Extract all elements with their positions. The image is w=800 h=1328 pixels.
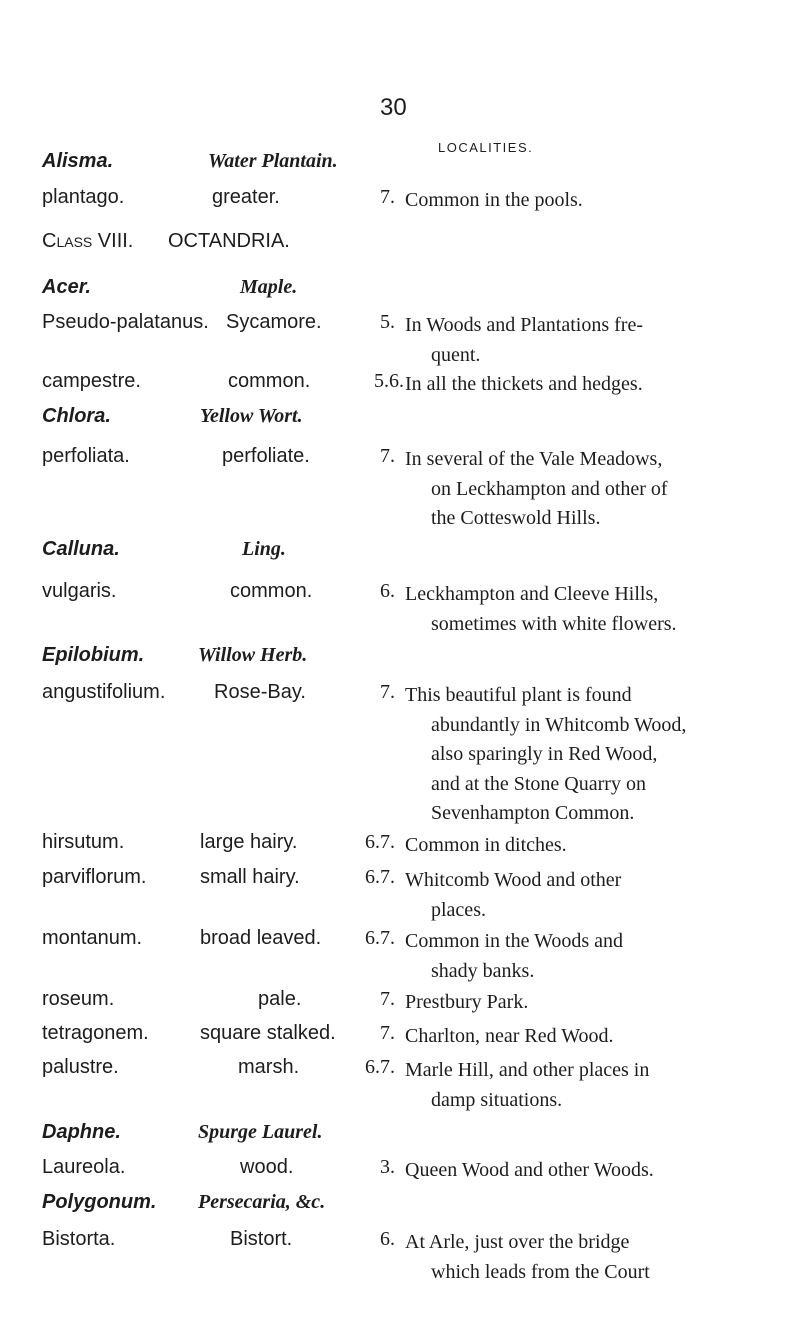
flowering-months: 5. xyxy=(380,311,395,333)
localities-header: LOCALITIES. xyxy=(438,140,534,155)
locality-line: Prestbury Park. xyxy=(405,991,529,1013)
locality-line: In Woods and Plantations fre- xyxy=(405,314,643,336)
species-english: large hairy. xyxy=(200,831,298,853)
locality-line: also sparingly in Red Wood, xyxy=(431,743,658,765)
species-latin: roseum. xyxy=(42,988,115,1010)
species-english: perfoliate. xyxy=(222,445,310,467)
page-number: 30 xyxy=(380,94,407,121)
genus-latin: Alisma. xyxy=(42,150,114,172)
species-english: Bistort. xyxy=(230,1228,293,1250)
genus-latin: Acer. xyxy=(42,276,91,298)
locality-line: abundantly in Whitcomb Wood, xyxy=(431,713,687,736)
locality-line: Marle Hill, and other places in xyxy=(405,1059,650,1081)
locality-line: shady banks. xyxy=(431,959,535,982)
locality-line: In several of the Vale Meadows, xyxy=(405,448,663,470)
genus-english: Maple. xyxy=(240,276,298,298)
species-latin: Laureola. xyxy=(42,1156,126,1178)
locality-text xyxy=(405,1022,735,1052)
flowering-months: 7. xyxy=(380,1022,395,1044)
species-english: common. xyxy=(228,370,311,392)
flowering-months: 7. xyxy=(380,681,395,703)
flowering-months: 7. xyxy=(380,988,395,1010)
species-english: greater. xyxy=(212,186,280,208)
species-english: small hairy. xyxy=(200,866,300,888)
locality-line: This beautiful plant is found xyxy=(405,684,632,706)
genus-english: Ling. xyxy=(242,538,286,560)
species-english: Rose-Bay. xyxy=(214,681,306,703)
locality-text xyxy=(405,1056,735,1115)
species-latin: perfoliata. xyxy=(42,445,130,467)
species-english: wood. xyxy=(240,1156,294,1178)
locality-line: Queen Wood and other Woods. xyxy=(405,1159,654,1181)
flowering-months: 6. xyxy=(380,580,395,602)
species-latin: Pseudo-palatanus. xyxy=(42,311,209,333)
genus-latin: Polygonum. xyxy=(42,1191,157,1213)
species-latin: vulgaris. xyxy=(42,580,117,602)
locality-text xyxy=(405,370,735,400)
species-english: marsh. xyxy=(238,1056,300,1078)
locality-text xyxy=(405,580,735,639)
locality-line: Common in ditches. xyxy=(405,834,567,856)
species-latin: tetragonem. xyxy=(42,1022,149,1044)
locality-line: and at the Stone Quarry on xyxy=(431,772,646,795)
genus-english: Spurge Laurel. xyxy=(198,1121,323,1143)
locality-line: Leckhampton and Cleeve Hills, xyxy=(405,583,659,605)
class-name: OCTANDRIA. xyxy=(168,230,290,252)
locality-line: on Leckhampton and other of xyxy=(431,477,668,500)
locality-line: the Cotteswold Hills. xyxy=(431,507,601,529)
genus-latin: Calluna. xyxy=(42,538,120,560)
species-latin: parviflorum. xyxy=(42,866,147,888)
genus-english: Water Plantain. xyxy=(208,150,338,172)
locality-line: quent. xyxy=(431,343,481,366)
locality-line: which leads from the Court xyxy=(431,1260,650,1283)
genus-english: Persecaria, &c. xyxy=(198,1191,326,1213)
genus-english: Willow Herb. xyxy=(198,644,308,666)
species-latin: hirsutum. xyxy=(42,831,125,853)
locality-line: Common in the Woods and xyxy=(405,930,624,952)
species-english: Sycamore. xyxy=(226,311,322,333)
locality-line: Charlton, near Red Wood. xyxy=(405,1025,614,1047)
locality-text xyxy=(405,831,735,861)
flowering-months: 6.7. xyxy=(365,866,395,888)
species-latin: campestre. xyxy=(42,370,141,392)
genus-latin: Epilobium. xyxy=(42,644,145,666)
locality-text xyxy=(405,186,735,216)
class-label: Class VIII. xyxy=(42,230,134,252)
flowering-months: 7. xyxy=(380,186,395,208)
locality-text xyxy=(405,311,735,370)
locality-line: At Arle, just over the bridge xyxy=(405,1231,630,1253)
species-latin: plantago. xyxy=(42,186,125,208)
locality-line: In all the thickets and hedges. xyxy=(405,373,643,395)
genus-latin: Daphne. xyxy=(42,1121,121,1143)
flowering-months: 7. xyxy=(380,445,395,467)
locality-line: damp situations. xyxy=(431,1088,563,1111)
species-english: broad leaved. xyxy=(200,927,322,949)
locality-line: sometimes with white flowers. xyxy=(431,612,677,635)
species-english: square stalked. xyxy=(200,1022,336,1044)
flowering-months: 3. xyxy=(380,1156,395,1178)
flowering-months: 6.7. xyxy=(365,927,395,949)
locality-line: Sevenhampton Common. xyxy=(431,802,635,824)
flowering-months: 6. xyxy=(380,1228,395,1250)
species-latin: Bistorta. xyxy=(42,1228,116,1250)
species-latin: montanum. xyxy=(42,927,143,949)
locality-text xyxy=(405,1228,735,1287)
species-english: common. xyxy=(230,580,313,602)
locality-text xyxy=(405,1156,735,1186)
locality-text xyxy=(405,988,735,1018)
locality-text xyxy=(405,445,735,534)
locality-text xyxy=(405,681,735,829)
species-latin: palustre. xyxy=(42,1056,119,1078)
locality-line: places. xyxy=(431,898,486,921)
locality-line: Whitcomb Wood and other xyxy=(405,869,622,891)
species-english: pale. xyxy=(258,988,302,1010)
locality-text xyxy=(405,927,735,986)
flowering-months: 5.6. xyxy=(374,370,404,392)
flowering-months: 6.7. xyxy=(365,1056,395,1078)
locality-text xyxy=(405,866,735,925)
genus-latin: Chlora. xyxy=(42,405,111,427)
species-latin: angustifolium. xyxy=(42,681,166,703)
locality-line: Common in the pools. xyxy=(405,189,583,211)
genus-english: Yellow Wort. xyxy=(200,405,303,427)
flowering-months: 6.7. xyxy=(365,831,395,853)
